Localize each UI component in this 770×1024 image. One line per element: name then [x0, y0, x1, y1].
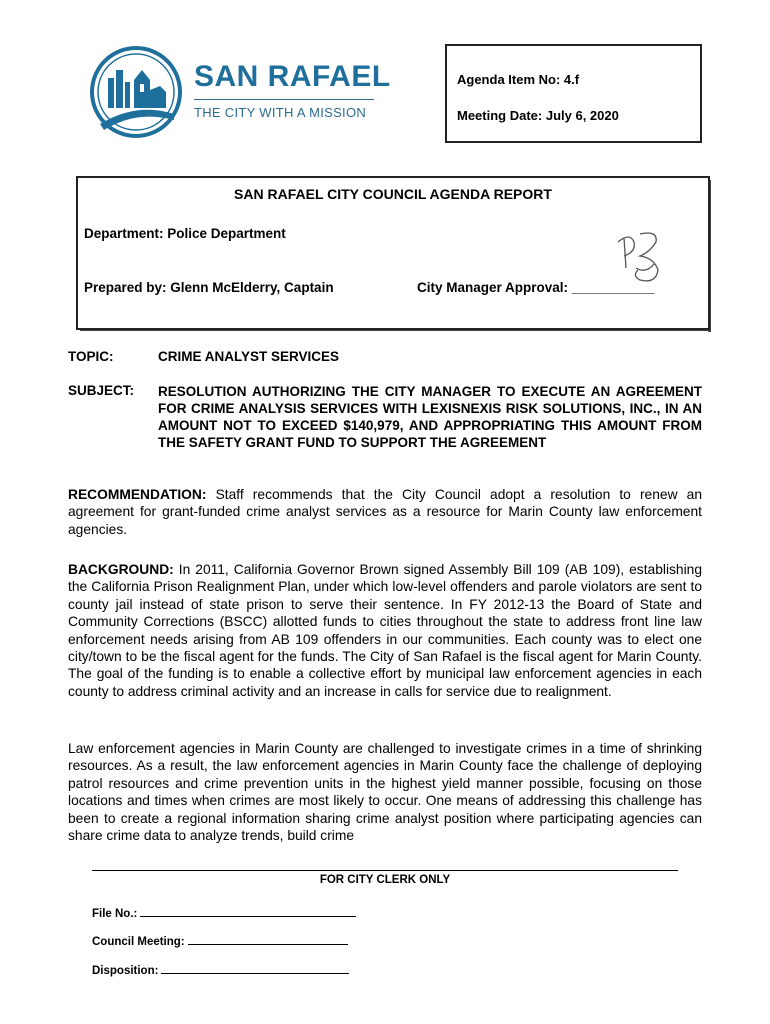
logo-divider: [194, 99, 374, 100]
signature-initials: [610, 228, 670, 288]
topic-value: CRIME ANALYST SERVICES: [158, 349, 340, 364]
subject-value: RESOLUTION AUTHORIZING THE CITY MANAGER TO EXECUTE AN AGREEMENT FOR CRIME ANALYSIS SERVICES WITH LEXISNEXIS RISK SOLUTIONS, INC., IN AN AMOUNT NOT TO EXCEED $140,979, AND APPROPRIATING THIS AMOUNT FROM THE SAFETY GRANT FUND TO SUPPORT THE AGREEMENT: [158, 384, 702, 450]
file-number-field: [92, 906, 356, 920]
file-number-label: File No.:: [92, 908, 138, 920]
disposition-field: [92, 963, 349, 977]
subject-label: SUBJECT:: [68, 383, 135, 398]
logo-tagline: THE CITY WITH A MISSION: [194, 105, 367, 120]
department-line: Department: Police Department: [84, 226, 286, 241]
council-meeting-blank: [188, 934, 348, 945]
report-title: SAN RAFAEL CITY COUNCIL AGENDA REPORT: [234, 186, 552, 202]
clerk-section-title: FOR CITY CLERK ONLY: [319, 874, 451, 886]
background-paragraph: [68, 561, 702, 700]
topic-label: TOPIC:: [68, 349, 114, 364]
agenda-item-number: Agenda Item No: 4.f: [457, 72, 580, 87]
background-label: BACKGROUND:: [68, 562, 174, 577]
disposition-blank: [161, 963, 349, 974]
prepared-by-line: Prepared by: Glenn McElderry, Captain: [84, 280, 334, 295]
meeting-date: Meeting Date: July 6, 2020: [457, 108, 619, 123]
logo-title: SAN RAFAEL: [194, 60, 391, 93]
file-number-blank: [140, 906, 356, 917]
clerk-divider: [92, 870, 678, 871]
recommendation-paragraph: [68, 486, 702, 538]
recommendation-label: RECOMMENDATION:: [68, 487, 207, 502]
disposition-label: Disposition:: [92, 965, 159, 977]
council-meeting-label: Council Meeting:: [92, 936, 185, 948]
agenda-info-box: [445, 44, 702, 143]
recommendation-text: Staff recommends that the City Council adopt a resolution to renew an agreement for grant-funded crime analyst services as a resource for Marin County law enforcement agencies.: [68, 487, 702, 537]
city-manager-approval: City Manager Approval: ___________: [417, 280, 655, 295]
law-enforcement-paragraph: Law enforcement agencies in Marin County are challenged to investigate crimes in a time of shrinking resources. As a result, the law enforcement agencies in Marin County face the challenge of deploying patrol resources and crime prevention units in the highest yield manner possible, focusing on those locations and times when crimes are most likely to occur. One means of addressing this challenge has been to create a regional information sharing crime analyst position where participating agencies can share crime data to analyze trends, build crime: [68, 741, 702, 844]
background-text: In 2011, California Governor Brown signed Assembly Bill 109 (AB 109), establishing the California Prison Realignment Plan, under which low-level offenders and parole violators are sent to county jail instead of state prison to serve their sentence. In FY 2012-13 the Board of State and Community Corrections (BSCC) allotted funds to cities throughout the state to address front line law enforcement needs arising from AB 109 offenders in our communities. Each county was to elect one city/town to be the fiscal agent for the funds. The City of San Rafael is the fiscal agent for Marin County. The goal of the funding is to enable a collective effort by municipal law enforcement agencies in each county to address criminal activity and an increase in calls for service due to realignment.: [68, 562, 702, 699]
council-meeting-field: [92, 934, 348, 948]
